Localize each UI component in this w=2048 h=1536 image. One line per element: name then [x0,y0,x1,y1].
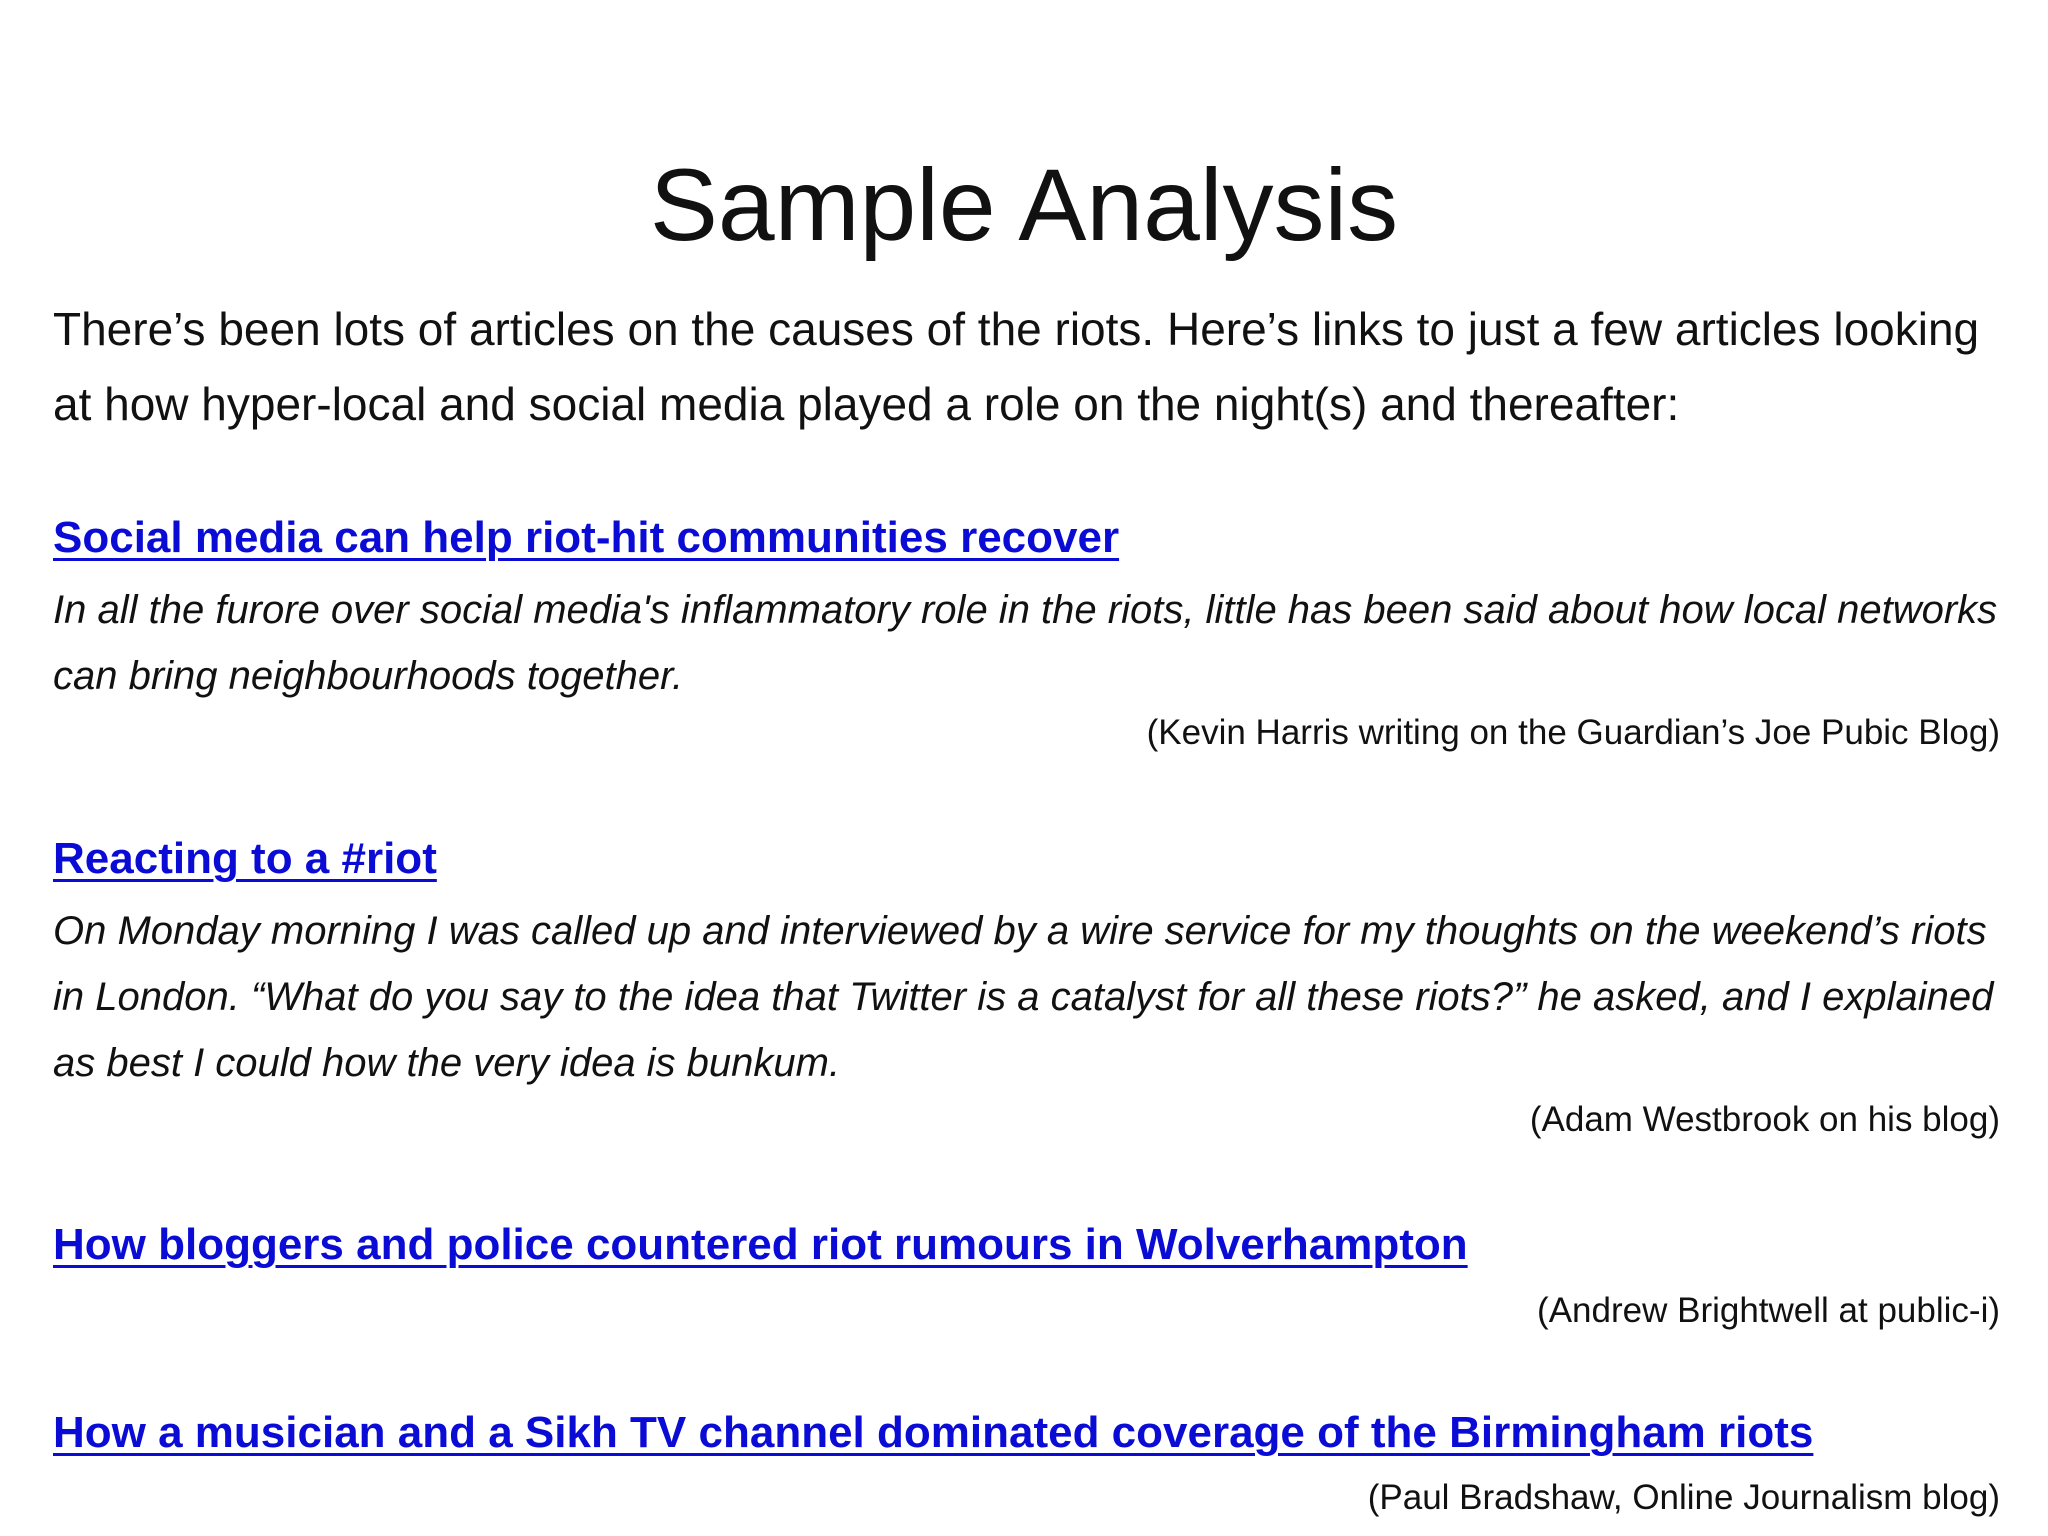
article-excerpt-social-media-recover: In all the furore over social media's inflammatory role in the riots, little has been said about how local networks can bring neighbourhoods together. [53,588,1998,698]
article-source-adam-westbrook: (Adam Westbrook on his blog) [1529,1100,2000,1139]
article-excerpt-reacting-to-riot: On Monday morning I was called up and interviewed by a wire service for my thoughts on the weekend’s riots in London. “What do you say to the idea that Twitter is a catalyst for all these riots?” he asked, and I explained as best I could how the very idea is bunkum. [53,909,1994,1085]
intro-paragraph: There’s been lots of articles on the causes of the riots. Here’s links to just a few articles looking at how hyper-local and social media played a role on the night(s) and thereafter: [53,303,1980,430]
article-link-reacting-to-riot[interactable]: Reacting to a #riot [53,834,437,883]
article-link-social-media-recover[interactable]: Social media can help riot-hit communities recover [53,513,1120,562]
slide-title: Sample Analysis [649,148,1399,262]
article-source-kevin-harris: (Kevin Harris writing on the Guardian’s Joe Pubic Blog) [1146,713,2000,752]
article-source-andrew-brightwell: (Andrew Brightwell at public-i) [1537,1291,2000,1330]
article-link-wolverhampton[interactable]: How bloggers and police countered riot rumours in Wolverhampton [53,1220,1468,1269]
article-link-birmingham[interactable]: How a musician and a Sikh TV channel dominated coverage of the Birmingham riots [53,1408,1814,1457]
article-source-paul-bradshaw: (Paul Bradshaw, Online Journalism blog) [1367,1478,2000,1517]
